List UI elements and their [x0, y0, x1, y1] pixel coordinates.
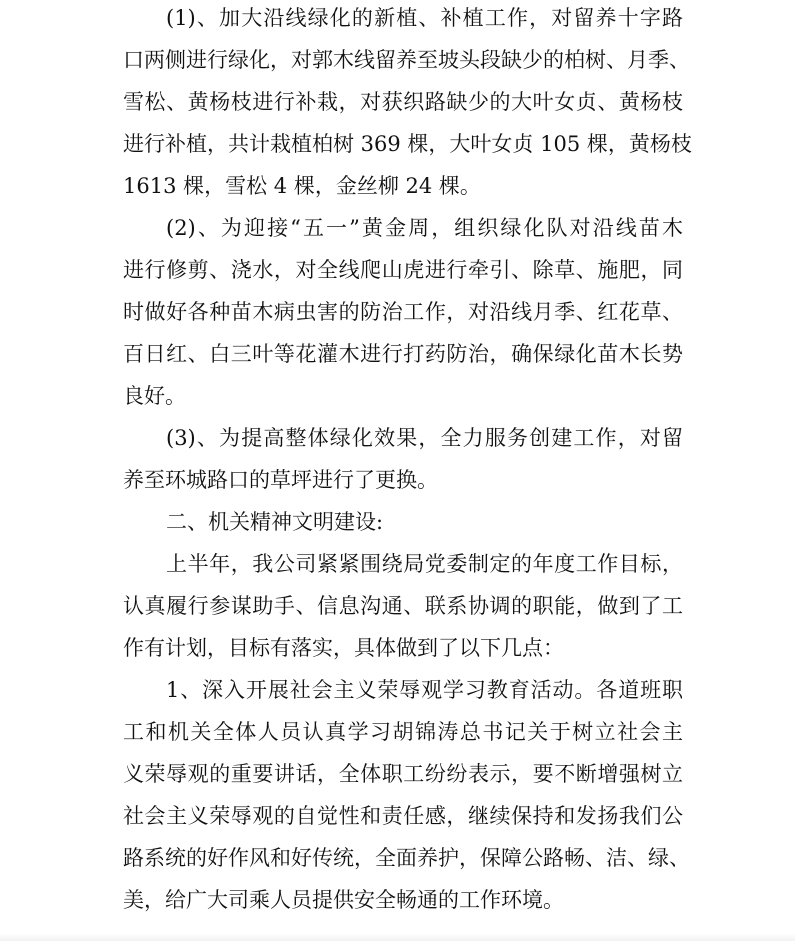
paragraph-line: 养至环城路口的草坪进行了更换。 [123, 468, 438, 492]
paragraph-line: 作有计划，目标有落实，具体做到了以下几点： [123, 636, 564, 660]
paragraph-line: 工和机关全体人员认真学习胡锦涛总书记关于树立社会主 [123, 720, 683, 744]
paragraph-line: 社会主义荣辱观的自觉性和责任感，继续保持和发扬我们公 [123, 804, 683, 828]
paragraph-line: 1613 棵，雪松 4 棵，金丝柳 24 棵。 [123, 174, 481, 198]
paragraph-line: 时做好各种苗木病虫害的防治工作，对沿线月季、红花草、 [123, 300, 683, 324]
page-bottom-edge [0, 933, 795, 941]
paragraph-line: 认真履行参谋助手、信息沟通、联系协调的职能，做到了工 [123, 594, 683, 618]
paragraph-line: 口两侧进行绿化，对郭木线留养至坡头段缺少的柏树、月季、 [123, 48, 690, 72]
paragraph-line: 百日红、白三叶等花灌木进行打药防治，确保绿化苗木长势 [123, 342, 683, 366]
section-heading: 二、机关精神文明建设: [166, 510, 384, 534]
paragraph-line: (2)、为迎接“五一”黄金周，组织绿化队对沿线苗木 [166, 216, 683, 240]
paragraph-line: 美，给广大司乘人员提供安全畅通的工作环境。 [123, 888, 564, 912]
paragraph-line: 1、深入开展社会主义荣辱观学习教育活动。各道班职 [166, 678, 683, 702]
paragraph-line: 义荣辱观的重要讲话，全体职工纷纷表示，要不断增强树立 [123, 762, 683, 786]
paragraph-line: (1)、加大沿线绿化的新植、补植工作，对留养十字路 [166, 6, 683, 30]
paragraph-line: 路系统的好作风和好传统，全面养护，保障公路畅、洁、绿、 [123, 846, 690, 870]
paragraph-line: 良好。 [123, 384, 186, 408]
paragraph-line: 进行修剪、浇水，对全线爬山虎进行牵引、除草、施肥，同 [123, 258, 683, 282]
paragraph-line: 雪松、黄杨枝进行补栽，对获织路缺少的大叶女贞、黄杨枝 [123, 90, 683, 114]
paragraph-line: (3)、为提高整体绿化效果，全力服务创建工作，对留 [166, 426, 683, 450]
paragraph-line: 上半年，我公司紧紧围绕局党委制定的年度工作目标， [166, 552, 683, 576]
paragraph-line: 进行补植，共计栽植柏树 369 棵，大叶女贞 105 棵，黄杨枝 [123, 132, 692, 156]
